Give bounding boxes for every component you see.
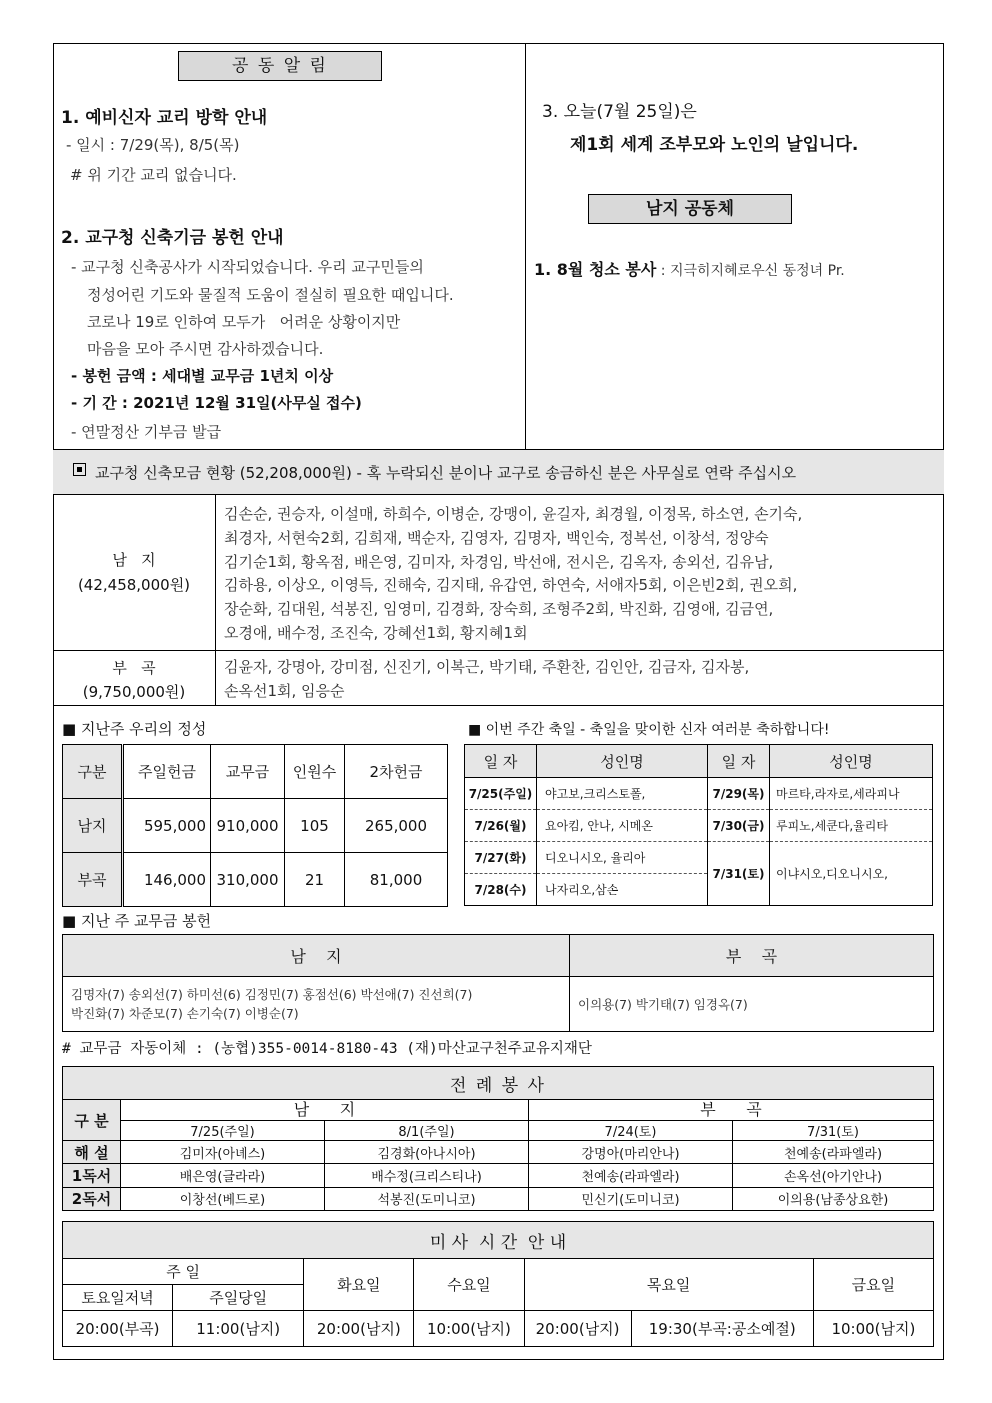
tithe-header-namji: 남 지: [63, 935, 570, 977]
feast-date: 7/30(금): [708, 810, 770, 842]
mass-sunday-header: 주 일: [63, 1259, 304, 1285]
offering-cell: 595,000: [123, 799, 211, 853]
liturgy-role: 2독서: [63, 1187, 121, 1210]
liturgy-group-namji: 남 지: [121, 1100, 529, 1120]
mass-table: [62, 1221, 934, 1347]
tithe-table: [62, 934, 934, 1032]
offering-header: 주일헌금: [123, 745, 211, 799]
liturgy-name: 천예송(라파엘라): [733, 1141, 934, 1164]
donor-line: 오경애, 배수정, 조진숙, 강혜선1회, 황지혜1회: [224, 623, 528, 642]
offering-cell: 910,000: [211, 799, 285, 853]
offering-cell: 81,000: [345, 853, 448, 907]
tithe-namji-cell: [63, 977, 570, 1032]
mass-sat-eve-header: 토요일저녁: [63, 1285, 173, 1311]
donor-line: 장순화, 김대원, 석봉진, 임영미, 김경화, 장숙희, 조형주2회, 박진화, 김영애, 김금연,: [224, 600, 774, 619]
tithe-header-bugok: 부 곡: [570, 935, 934, 977]
mass-fri-header: 금요일: [813, 1259, 933, 1311]
donor-line: 최경자, 서현숙2회, 김희재, 백순자, 김영자, 김명자, 백인숙, 정복선, 이창석, 정양숙: [224, 528, 769, 547]
tithe-namji-line: 박진화(7) 차준모(7) 손기숙(7) 이병순(7): [71, 1006, 299, 1021]
offering-header: 교무금: [211, 745, 285, 799]
notice-3-line2: 제1회 세계 조부모와 노인의 날입니다.: [570, 135, 859, 155]
tithe-bugok-cell: 이의용(7) 박기태(7) 임경옥(7): [570, 977, 934, 1032]
liturgy-name: 민신기(도미니코): [529, 1187, 733, 1210]
mass-time: 20:00(남지): [524, 1311, 631, 1347]
feast-saints: 루피노,세쿤다,율리타: [770, 810, 933, 842]
table-row: [63, 1164, 934, 1187]
checkbox-square-icon: [73, 463, 86, 476]
offering-cell: 105: [285, 799, 345, 853]
donor-line: 김손순, 권승자, 이설매, 하희수, 이병순, 강맹이, 윤길자, 최경월, 이정목, 하소연, 손기숙,: [224, 505, 803, 523]
mass-sun-day-header: 주일당일: [173, 1285, 304, 1311]
mass-time: 20:00(부곡): [63, 1311, 173, 1347]
feast-header: 성인명: [770, 745, 933, 778]
table-row: [63, 799, 448, 853]
table-row: [465, 778, 933, 810]
offering-table: [62, 744, 448, 907]
notice-2-period: - 기 간 : 2021년 12월 31일(사무실 접수): [71, 394, 362, 412]
table-row: [63, 1141, 934, 1164]
fund-header-text: 교구청 신축모금 현황 (52,208,000원) - 혹 누락되신 분이나 교구로 송금하신 분은 사무실로 연락 주십시오: [95, 464, 797, 482]
liturgy-name: 배은영(글라라): [121, 1164, 325, 1187]
feast-date: 7/26(월): [465, 810, 537, 842]
table-row: [63, 1311, 934, 1347]
feast-saints: 야고보,크리스토폴,: [537, 778, 708, 810]
notice-2-line: 정성어린 기도와 물질적 도움이 절실히 필요한 때입니다.: [87, 286, 454, 304]
notice-1-note: # 위 기간 교리 없습니다.: [70, 166, 237, 184]
fund-divider: [215, 495, 216, 705]
liturgy-name: 이의용(남종상요한): [733, 1187, 934, 1210]
fund-header-bar: [53, 449, 944, 495]
feast-table: [464, 744, 933, 906]
feast-saints: 나자리오,삼손: [537, 874, 708, 906]
mass-tue-header: 화요일: [304, 1259, 414, 1311]
liturgy-role: 1독서: [63, 1164, 121, 1187]
community-item-1-value: : 지극히지혜로우신 동정녀 Pr.: [656, 263, 845, 279]
liturgy-date: 7/31(토): [733, 1120, 934, 1140]
table-row: [63, 1187, 934, 1210]
feast-date: 7/29(목): [708, 778, 770, 810]
notice-3-line1: 3. 오늘(7월 25일)은: [542, 102, 697, 122]
offering-header: 인원수: [285, 745, 345, 799]
fund-bugok-amount: (9,750,000원): [82, 683, 186, 701]
liturgy-date: 7/25(주일): [121, 1120, 325, 1140]
table-row: [63, 977, 934, 1032]
notice-title: 공 동 알 림: [178, 51, 382, 81]
offering-header: 구분: [63, 745, 123, 799]
donor-line: 김윤자, 강명아, 강미점, 신진기, 이복근, 박기태, 주환찬, 김인안, 김금자, 김자봉,: [224, 658, 750, 676]
offering-cell: 21: [285, 853, 345, 907]
liturgy-name: 강명아(마리안나): [529, 1141, 733, 1164]
fund-bugok-label: 부 곡: [112, 659, 156, 677]
offering-cell: 310,000: [211, 853, 285, 907]
feast-date: 7/31(토): [708, 842, 770, 906]
donor-line: 손옥선1회, 임응순: [224, 681, 345, 700]
liturgy-group-bugok: 부 곡: [529, 1100, 934, 1120]
offering-row-label: 남지: [63, 799, 123, 853]
fund-namji-donors: [224, 503, 802, 646]
table-row: [63, 853, 448, 907]
fund-bottom-divider: [53, 705, 944, 706]
mass-time: 11:00(남지): [173, 1311, 304, 1347]
donor-line: 김기순1회, 황옥점, 배은영, 김미자, 차경임, 박선애, 전시은, 김옥자, 송외선, 김유남,: [224, 552, 774, 571]
donor-line: 김하용, 이상오, 이영득, 진해숙, 김지태, 유갑연, 하연숙, 서애자5회, 이은빈2회, 권오희,: [224, 576, 798, 595]
liturgy-table: [62, 1066, 934, 1211]
table-row: [465, 810, 933, 842]
feast-date: 7/28(수): [465, 874, 537, 906]
liturgy-title: 전 례 봉 사: [63, 1067, 934, 1100]
notice-1-date: - 일시 : 7/29(목), 8/5(목): [66, 136, 240, 154]
mass-time: 20:00(남지): [304, 1311, 414, 1347]
table-row: [465, 842, 933, 874]
liturgy-date: 8/1(주일): [325, 1120, 529, 1140]
column-divider: [525, 43, 526, 449]
mass-time: 10:00(남지): [813, 1311, 933, 1347]
liturgy-name: 김미자(아녜스): [121, 1141, 325, 1164]
liturgy-date: 7/24(토): [529, 1120, 733, 1140]
community-item-1-label: 1. 8월 청소 봉사: [534, 260, 657, 279]
notice-2-amount: - 봉헌 금액 : 세대별 교무금 1년치 이상: [71, 367, 334, 385]
liturgy-name: 손옥선(아기안나): [733, 1164, 934, 1187]
liturgy-name: 배수정(크리스티나): [325, 1164, 529, 1187]
mass-title: 미 사 시 간 안 내: [63, 1222, 934, 1259]
notice-2-line: 코로나 19로 인하여 모두가 어려운 상황이지만: [87, 313, 401, 331]
notice-2-line: - 교구청 신축공사가 시작되었습니다. 우리 교구민들의: [71, 258, 424, 276]
mass-time: 19:30(부곡:공소예절): [631, 1311, 813, 1347]
mass-wed-header: 수요일: [414, 1259, 524, 1311]
feast-header: 성인명: [537, 745, 708, 778]
liturgy-name: 석봉진(도미니코): [325, 1187, 529, 1210]
fund-row-divider: [53, 650, 944, 651]
community-title: 남지 공동체: [588, 194, 792, 224]
feast-header: 일 자: [465, 745, 537, 778]
community-item-1: [534, 257, 845, 280]
feast-saints: 디오니시오, 율리아: [537, 842, 708, 874]
fund-namji-label: 남 지: [112, 551, 156, 569]
notice-1-heading: 1. 예비신자 교리 방학 안내: [61, 108, 268, 128]
feast-date: 7/27(화): [465, 842, 537, 874]
liturgy-role: 해 설: [63, 1141, 121, 1164]
feast-date: 7/25(주일): [465, 778, 537, 810]
notice-2-line: 마음을 모아 주시면 감사하겠습니다.: [87, 340, 324, 358]
feast-header: 일 자: [708, 745, 770, 778]
feast-saints: 요아킴, 안나, 시메온: [537, 810, 708, 842]
notice-2-heading: 2. 교구청 신축기금 봉헌 안내: [61, 228, 284, 248]
mass-time: 10:00(남지): [414, 1311, 524, 1347]
mass-thu-header: 목요일: [524, 1259, 813, 1311]
liturgy-name: 이창선(베드로): [121, 1187, 325, 1210]
offering-header: 2차헌금: [345, 745, 448, 799]
liturgy-name: 김경화(아나시아): [325, 1141, 529, 1164]
feast-saints: 마르타,라자로,세라피나: [770, 778, 933, 810]
feast-saints: 이냐시오,디오니시오,: [770, 842, 933, 906]
fund-bugok-donors: [224, 656, 749, 703]
notice-2-receipt: - 연말정산 기부금 발급: [71, 423, 222, 441]
tithe-title: ■ 지난 주 교무금 봉헌: [62, 912, 212, 930]
offering-row-label: 부곡: [63, 853, 123, 907]
offering-cell: 146,000: [123, 853, 211, 907]
offering-title: ■ 지난주 우리의 정성: [62, 720, 207, 738]
tithe-autopay: # 교무금 자동이체 : (농협)355-0014-8180-43 (재)마산교구천주교유지재단: [62, 1041, 592, 1057]
tithe-namji-line: 김명자(7) 송외선(7) 하미선(6) 김정민(7) 홍점선(6) 박선애(7) 진선희(7): [71, 987, 473, 1002]
offering-cell: 265,000: [345, 799, 448, 853]
fund-namji-amount: (42,458,000원): [77, 576, 191, 594]
liturgy-name: 천예송(라파엘라): [529, 1164, 733, 1187]
feast-title: ■ 이번 주간 축일 - 축일을 맞이한 신자 여러분 축하합니다!: [468, 722, 830, 738]
liturgy-label: 구 분: [63, 1100, 121, 1141]
